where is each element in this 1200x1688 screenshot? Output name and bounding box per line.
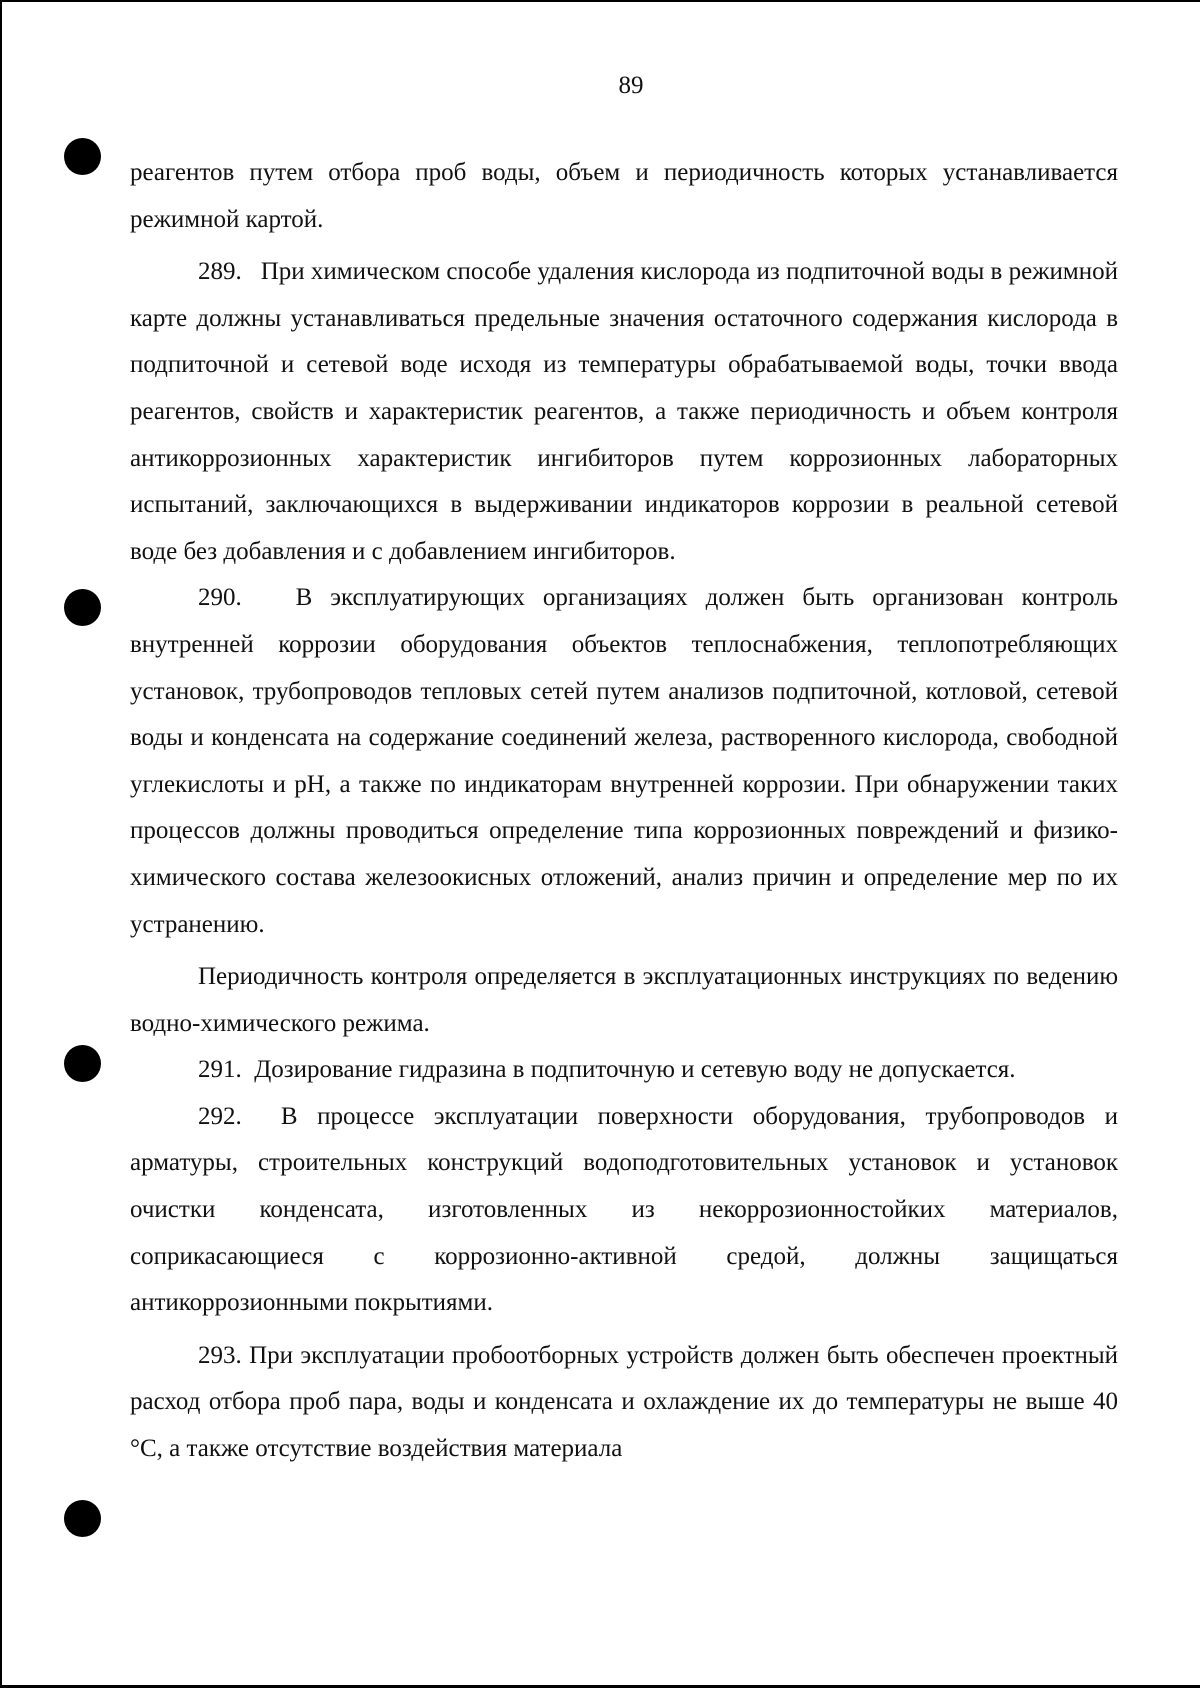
paragraph-continuation bbox=[130, 150, 1118, 243]
punch-hole-mark bbox=[64, 589, 101, 626]
punch-hole-mark bbox=[64, 138, 101, 175]
paragraph-293 bbox=[130, 1333, 1118, 1473]
paragraph-text: Периодичность контроля определяется в эксплуатационных инструкциях по ведению водно-химического режима. bbox=[130, 963, 1118, 1037]
paragraph-292 bbox=[130, 1094, 1118, 1327]
paragraph-periodicity bbox=[130, 954, 1118, 1047]
paragraph-text: В процессе эксплуатации поверхности оборудования, трубопроводов и арматуры, строительных конструкций водоподготовительных установок и установок очистки конденсата, изготовленных из некоррозионностойких материалов, соприкасающиеся с коррозионно-активной средой, должны защищаться антикоррозионными покрытиями. bbox=[130, 1102, 1119, 1317]
paragraph-291 bbox=[130, 1047, 1118, 1094]
item-number: 290. bbox=[198, 584, 242, 612]
item-number: 292. bbox=[198, 1102, 242, 1130]
paragraph-289 bbox=[130, 249, 1118, 575]
paragraph-text: При химическом способе удаления кислорода из подпиточной воды в режимной карте должны устанавливаться предельные значения остаточного содержания кислорода в подпиточной и сетевой воде исходя из температуры обрабатываемой воды, точки ввода реагентов, свойств и характеристик реагентов, а также периодичность и объем контроля антикоррозионных характеристик ингибиторов путем коррозионных лабораторных испытаний, заключающихся в выдерживании индикаторов коррозии в реальной сетевой воде без добавления и с добавлением ингибиторов. bbox=[130, 258, 1119, 565]
punch-hole-mark bbox=[64, 1500, 101, 1537]
paragraph-text: При эксплуатации пробоотборных устройств должен быть обеспечен проектный расход отбора проб пара, воды и конденсата и охлаждение их до температуры не выше 40 °С, а также отсутствие воздействия материала bbox=[130, 1341, 1118, 1463]
item-number: 289. bbox=[198, 258, 242, 286]
paragraph-290 bbox=[130, 575, 1118, 948]
paragraph-text: реагентов путем отбора проб воды, объем и периодичность которых устанавливается режимной картой. bbox=[130, 159, 1118, 233]
paragraph-text: Дозирование гидразина в подпиточную и сетевую воду не допускается. bbox=[254, 1056, 1016, 1084]
document-body bbox=[130, 150, 1118, 1473]
paragraph-text: В эксплуатирующих организациях должен быть организован контроль внутренней коррозии оборудования объектов теплоснабжения, теплопотребляющих установок, трубопроводов тепловых сетей путем анализов подпиточной, котловой, сетевой воды и конденсата на содержание соединений железа, растворенного кислорода, свободной углекислоты и рН, а также по индикаторам внутренней коррозии. При обнаружении таких процессов должны проводиться определение типа коррозионных повреждений и физико-химического состава железоокисных отложений, анализ причин и определение мер по их устранению. bbox=[130, 584, 1118, 938]
page-number: 89 bbox=[618, 72, 644, 99]
punch-hole-mark bbox=[64, 1045, 101, 1082]
item-number: 291. bbox=[198, 1056, 242, 1084]
item-number: 293. bbox=[198, 1341, 242, 1369]
